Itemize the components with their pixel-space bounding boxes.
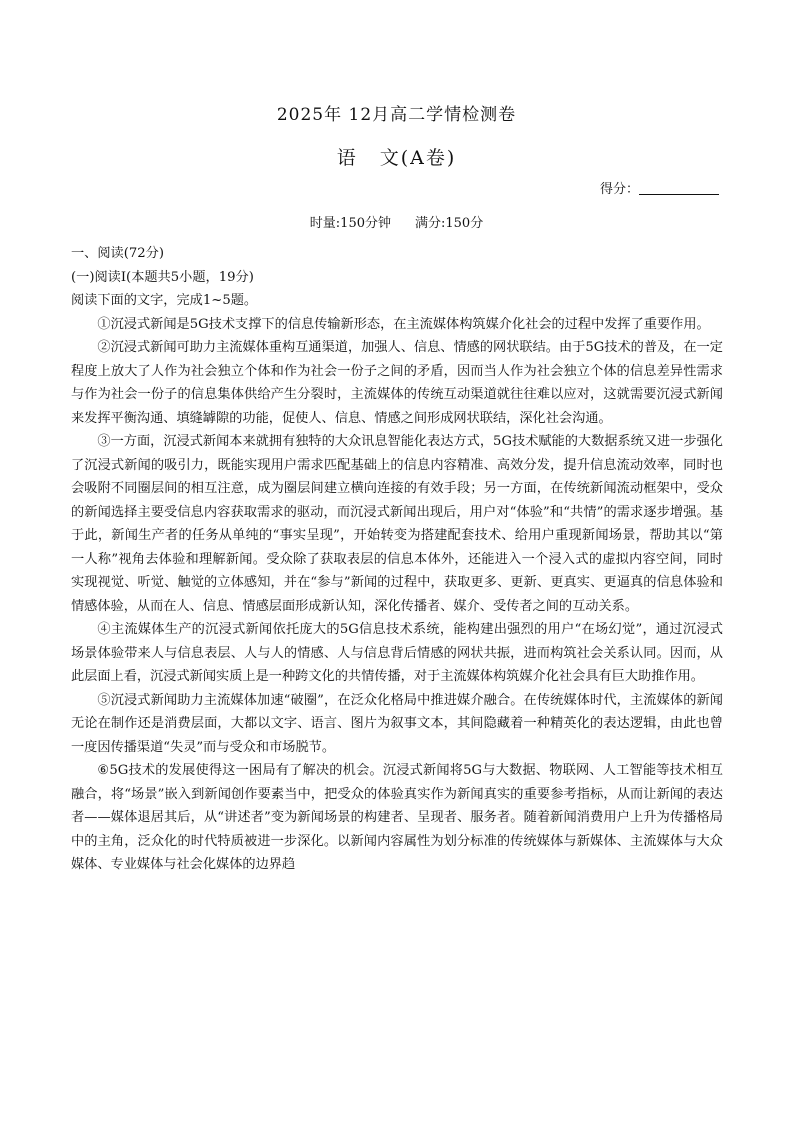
sub-title: (一)阅读Ⅰ(本题共5小题，19分) — [71, 269, 254, 285]
paragraph-2: ②沉浸式新闻可助力主流媒体重构互通渠道，加强人、信息、情感的网状联结。由于5G技术的普及，在一定程度上放大了人作为社会独立个体和作为社会一份子之间的矛盾，因而当人作为社会独立个体的信息差异性需求与作为社会一份子的信息集体供给产生分裂时，主流媒体的传统互动渠道就往往难以应对，这就需要沉浸式新闻来发挥平衡沟通、填缝罅隙的功能，促使人、信息、情感之间形成网状联结，深化社会沟通。 — [71, 340, 723, 426]
subject-rest: 文(A卷) — [379, 147, 457, 169]
subject-first-char: 语 — [336, 147, 358, 169]
part-title: 一、阅读(72分) — [71, 246, 165, 261]
score-blank[interactable] — [639, 181, 719, 195]
paragraph-4: ④主流媒体生产的沉浸式新闻依托庞大的5G信息技术系统，能构建出强烈的用户“在场幻觉”，通过沉浸式场景体验带来人与信息表层、人与人的情感、人与信息背后情感的网状共振，进而构筑社会关系认同。因而，从此层面上看，沉浸式新闻实质上是一种跨文化的共情传播，对于主流媒体构筑媒介化社会具有巨大助推作用。 — [71, 622, 723, 684]
score-field — [600, 178, 719, 197]
paragraph-5: ⑤沉浸式新闻助力主流媒体加速“破圈”，在泛众化格局中推进媒介融合。在传统媒体时代，主流媒体的新闻无论在制作还是消费层面，大都以文字、语言、图片为叙事文本，其间隐藏着一种精英化的表达逻辑，由此也曾一度因传播渠道“失灵”而与受众和市场脱节。 — [71, 692, 723, 755]
reading-section — [71, 242, 723, 877]
paragraph-3: ③一方面，沉浸式新闻本来就拥有独特的大众讯息智能化表达方式，5G技术赋能的大数据系统又进一步强化了沉浸式新闻的吸引力，既能实现用户需求匹配基础上的信息内容精准、高效分发，提升信息流动效率，同时也会吸附不同圈层间的相互注意，成为圈层间建立横向连接的有效手段；另一方面，在传统新闻流动框架中，受众的新闻选择主要受信息内容获取需求的驱动，而沉浸式新闻出现后，用户对“体验”和“共情”的需求逐步增强。基于此，新闻生产者的任务从单纯的“事实呈现”，开始转变为搭建配套技术、给用户重现新闻场景，帮助其以“第一人称”视角去体验和理解新闻。受众除了获取表层的信息本体外，还能进入一个浸入式的虚拟内容空间，同时实现视觉、听觉、触觉的立体感知，并在“参与”新闻的过程中，获取更多、更新、更真实、更逼真的信息体验和情感体验，从而在人、信息、情感层面形成新认知，深化传播者、媒介、受传者之间的互动关系。 — [71, 434, 723, 614]
exam-title: 2025年 12月高二学情检测卷 — [276, 105, 517, 125]
paragraph-1: ①沉浸式新闻是5G技术支撑下的信息传输新形态，在主流媒体构筑媒介化社会的过程中发挥了重要作用。 — [97, 316, 710, 332]
instruction: 阅读下面的文字，完成1~5题。 — [71, 293, 258, 308]
score-label: 得分： — [600, 182, 640, 197]
paragraph-6: ⑥5G技术的发展使得这一困局有了解决的机会。沉浸式新闻将5G与大数据、物联网、人工智能等技术相互融合，将“场景”嵌入到新闻创作要素当中，把受众的体验真实作为新闻真实的重要参考指标，从而让新闻的表达者——媒体退居其后，从“讲述者”变为新闻场景的构建者、呈现者、服务者。随着新闻消费用户上升为传播格局中的主角，泛众化的时代特质被进一步深化。以新闻内容属性为划分标准的传统媒体与新媒体、主流媒体与大众媒体、专业媒体与社会化媒体的边界趋 — [71, 763, 723, 872]
exam-info — [0, 212, 793, 231]
time-limit: 时量:150分钟 — [309, 216, 391, 231]
full-score: 满分:150分 — [415, 216, 484, 231]
subject-title — [0, 143, 793, 170]
